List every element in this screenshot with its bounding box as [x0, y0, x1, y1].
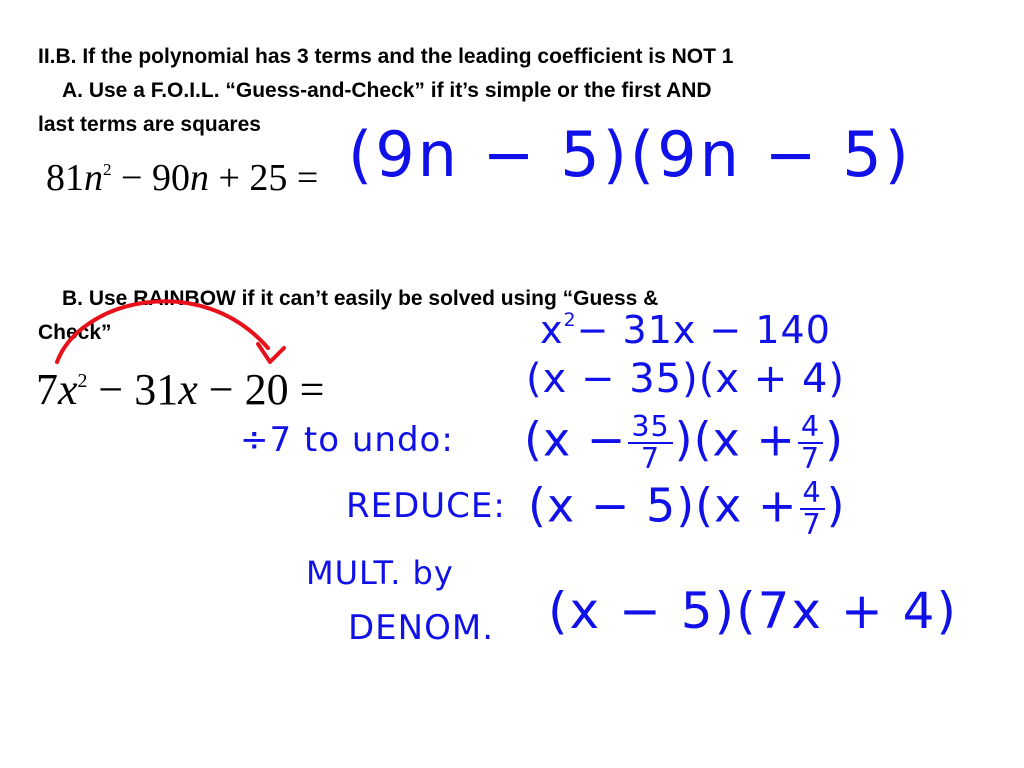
step1-exp: 2: [563, 308, 577, 331]
eq-a-coef: 81: [46, 157, 84, 199]
step4-a: (x − 5)(x +: [528, 478, 798, 533]
fraction-numerator: 35: [628, 412, 672, 444]
step3-c: ): [825, 412, 845, 467]
eq-b-coef: 7: [36, 365, 58, 414]
eq-b-rest2: − 20 =: [197, 365, 325, 414]
fraction-4-7: [798, 412, 823, 474]
eq-a-exp: 2: [103, 160, 112, 180]
step4-reduced: [528, 478, 846, 540]
step4-b: ): [826, 478, 846, 533]
fraction-4-7-reduced: [800, 478, 825, 540]
step3-a: (x −: [524, 412, 627, 467]
eq-a-rest2: + 25 =: [208, 157, 319, 199]
step3-fractions: [524, 412, 844, 474]
step1-pre: x: [540, 308, 564, 352]
undo-label: ÷7 to undo:: [240, 420, 454, 460]
step2-factors: (x − 35)(x + 4): [526, 356, 846, 402]
eq-b-rest1: − 31: [87, 365, 179, 414]
reduce-label: REDUCE:: [346, 486, 506, 526]
fraction-denominator: 7: [640, 441, 661, 475]
answer-a-handwritten: (9n − 5)(9n − 5): [348, 118, 912, 191]
part-b-line2: Check”: [38, 321, 112, 344]
fraction-denominator: 7: [800, 441, 821, 475]
step1-quadratic: [540, 308, 831, 352]
mult-label-line2: DENOM.: [348, 608, 495, 648]
fraction-35-7: [628, 412, 672, 474]
fraction-denominator: 7: [802, 507, 822, 541]
fraction-numerator: 4: [800, 478, 825, 510]
eq-b-exp: 2: [77, 370, 88, 393]
step1-post: − 31x − 140: [576, 308, 831, 352]
eq-b-var2: x: [178, 365, 198, 414]
step3-b: )(x +: [674, 412, 796, 467]
mult-label-line1: MULT. by: [306, 554, 454, 592]
eq-a-var2: n: [189, 157, 209, 199]
section-title: II.B. If the polynomial has 3 terms and the leading coefficient is NOT 1: [38, 45, 734, 68]
fraction-numerator: 4: [798, 412, 823, 444]
part-b-line1: B. Use RAINBOW if it can’t easily be solved using “Guess &: [62, 287, 659, 310]
eq-a-rest1: − 90: [111, 157, 190, 199]
part-a-line2: last terms are squares: [38, 113, 261, 136]
eq-b-var: x: [58, 365, 78, 414]
step5-final-factors: (x − 5)(7x + 4): [548, 582, 959, 640]
eq-a-var: n: [84, 157, 103, 199]
part-a-line1: A. Use a F.O.I.L. “Guess-and-Check” if it’s simple or the first AND: [62, 79, 712, 102]
